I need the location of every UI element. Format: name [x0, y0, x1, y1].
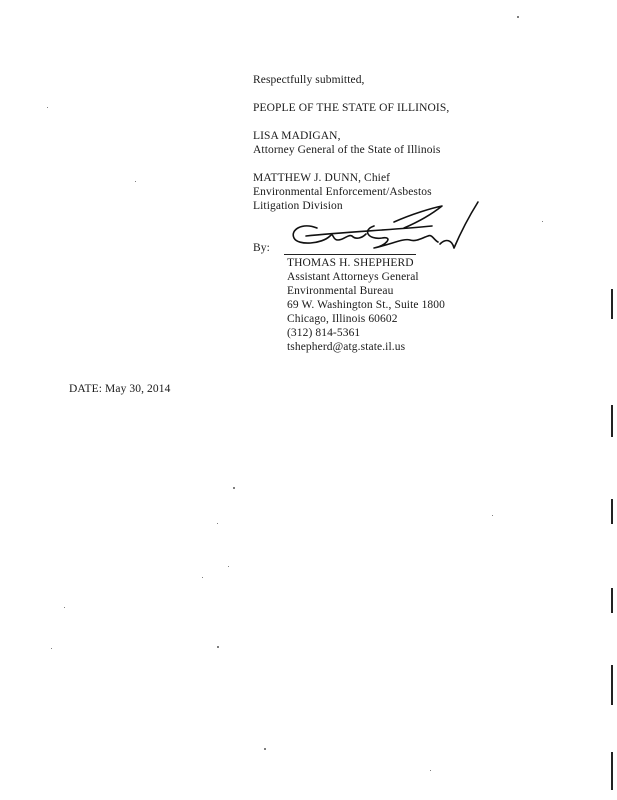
attorney-general-title: Attorney General of the State of Illinois [253, 144, 441, 156]
scan-speck [264, 748, 266, 750]
scan-speck [233, 487, 235, 489]
signer-bureau: Environmental Bureau [287, 285, 394, 297]
signer-email: tshepherd@atg.state.il.us [287, 341, 406, 353]
scan-speck [430, 770, 431, 771]
scan-speck [202, 577, 203, 578]
scan-edge-mark [611, 665, 613, 705]
scan-speck [542, 221, 543, 222]
scan-edge-mark [611, 752, 613, 790]
signer-name: THOMAS H. SHEPHERD [287, 257, 414, 269]
scan-edge-mark [611, 499, 613, 524]
scan-speck [47, 107, 48, 108]
scan-speck [228, 566, 229, 567]
chief-name: MATTHEW J. DUNN, Chief [253, 172, 391, 184]
scan-edge-mark [611, 588, 613, 613]
signer-title: Assistant Attorneys General [287, 271, 419, 283]
scan-speck [135, 181, 136, 182]
scan-edge-mark [611, 289, 613, 319]
handwritten-signature [282, 200, 482, 260]
signer-phone: (312) 814-5361 [287, 327, 361, 339]
attorney-general-name: LISA MADIGAN, [253, 130, 341, 142]
closing-text: Respectfully submitted, [253, 74, 365, 86]
scan-speck [217, 523, 218, 524]
by-label: By: [253, 242, 270, 254]
scan-speck [217, 646, 219, 648]
party-name: PEOPLE OF THE STATE OF ILLINOIS, [253, 102, 450, 114]
scan-speck [492, 515, 493, 516]
scan-speck [64, 607, 65, 608]
signature-line [284, 254, 416, 255]
scan-speck [51, 648, 52, 649]
signer-city: Chicago, Illinois 60602 [287, 313, 398, 325]
signer-address: 69 W. Washington St., Suite 1800 [287, 299, 445, 311]
scan-speck [517, 16, 519, 18]
scan-edge-mark [611, 405, 613, 437]
chief-division-line-2: Litigation Division [253, 200, 343, 212]
date-line: DATE: May 30, 2014 [69, 383, 171, 395]
chief-division-line-1: Environmental Enforcement/Asbestos [253, 186, 432, 198]
